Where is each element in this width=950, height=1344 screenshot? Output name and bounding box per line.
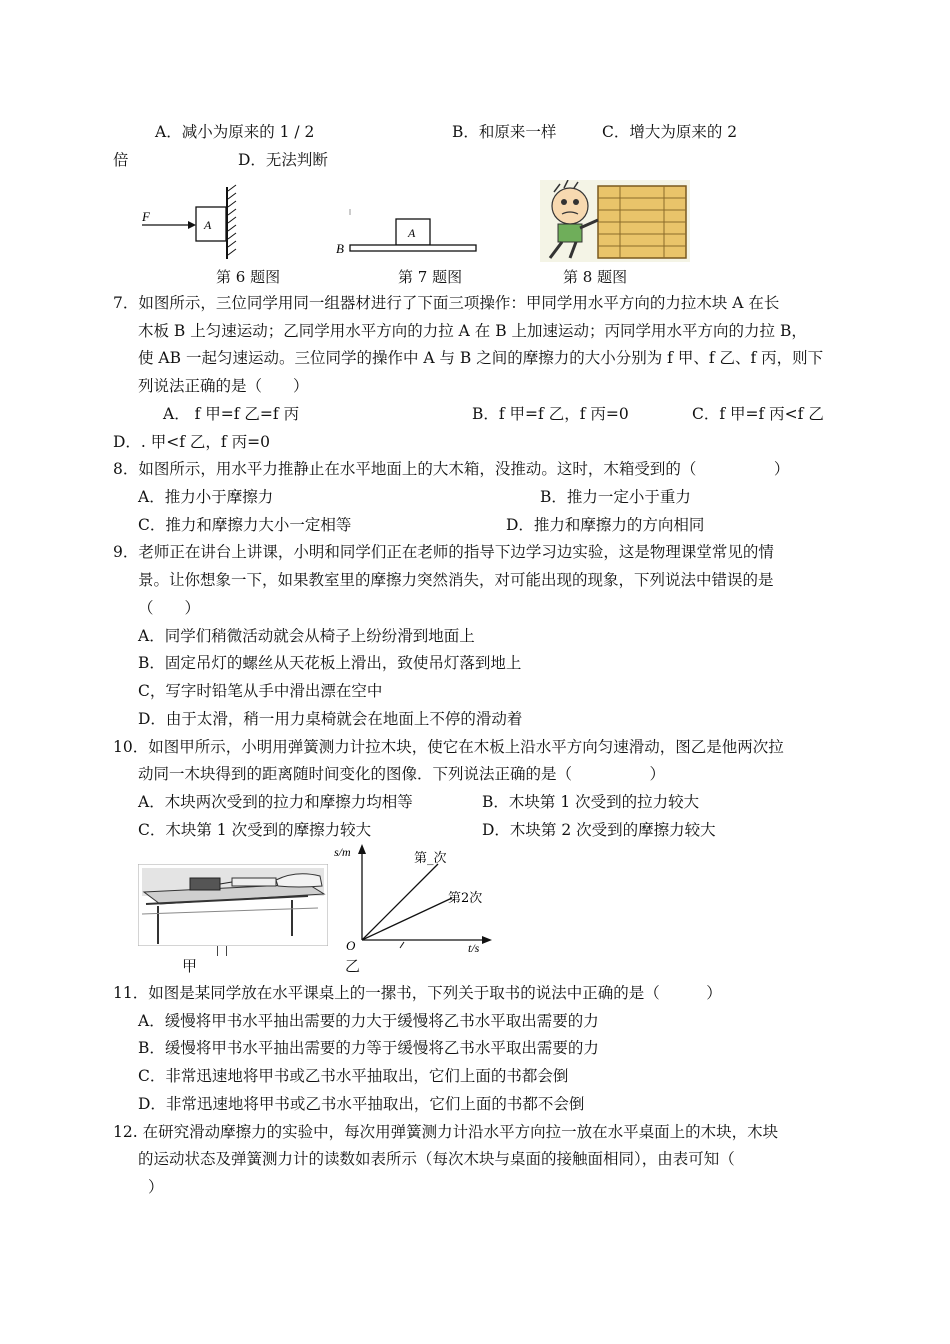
q9-option-a: A．同学们稍微活动就会从椅子上纷纷滑到地面上 [138, 627, 475, 645]
figure-6-diagram [140, 183, 250, 263]
figure-6-caption: 第 6 题图 [216, 268, 281, 286]
figure-7-diagram [330, 205, 480, 257]
q8-option-b: B．推力一定小于重力 [540, 488, 691, 506]
q9-stem-line-3: （ ） [138, 599, 201, 617]
graph-x-label: t/s [468, 941, 480, 955]
q12-stem-line-1: 12. 在研究滑动摩擦力的实验中，每次用弹簧测力计沿水平方向拉一放在水平桌面上的木块，木块 [113, 1123, 779, 1141]
q10-option-b: B．木块第 1 次受到的拉力较大 [482, 793, 700, 811]
figure-6-label-a: A [204, 218, 212, 232]
q7-stem-line-3: 使 AB 一起匀速运动。三位同学的操作中 A 与 B 之间的摩擦力的大小分别为 f 甲、f 乙、f 丙，则下 [138, 349, 824, 367]
q9-stem-line-1: 9．老师正在讲台上讲课，小明和同学们正在老师的指导下边学习边实验，这是物理课堂常见的情 [113, 543, 774, 561]
q10-option-c: C．木块第 1 次受到的摩擦力较大 [138, 821, 372, 839]
q11-option-a: A．缓慢将甲书水平抽出需要的力大于缓慢将乙书水平取出需要的力 [138, 1012, 599, 1030]
figure-8-caption: 第 8 题图 [563, 268, 628, 286]
q10-option-d: D．木块第 2 次受到的摩擦力较大 [482, 821, 716, 839]
figure-10-jia-photo [138, 864, 328, 946]
q7-option-c: C．f 甲=f 丙<f 乙 [692, 405, 824, 423]
q9-option-d: D．由于太滑，稍一用力桌椅就会在地面上不停的滑动着 [138, 710, 523, 728]
graph-y-label: s/m [334, 845, 351, 859]
q8-option-d: D．推力和摩擦力的方向相同 [506, 516, 705, 534]
q6-option-b: B．和原来一样 [452, 123, 557, 141]
q12-stem-line-2: 的运动状态及弹簧测力计的读数如表所示（每次木块与桌面的接触面相同），由表可知（ [138, 1150, 735, 1168]
q12-stem-line-3: ） [148, 1178, 164, 1196]
figure-6-label-f: F [142, 209, 150, 224]
q7-stem-line-2: 木板 B 上匀速运动；乙同学用水平方向的力拉 A 在 B 上加速运动；丙同学用水平方向的力拉 B， [138, 322, 807, 340]
q8-option-a: A．推力小于摩擦力 [138, 488, 274, 506]
graph-line-second [362, 898, 452, 940]
q9-option-b: B．固定吊灯的螺丝从天花板上滑出，致使吊灯落到地上 [138, 654, 522, 672]
q11-option-c: C．非常迅速地将甲书或乙书水平抽取出，它们上面的书都会倒 [138, 1067, 569, 1085]
figure-7-label-b: B [336, 241, 344, 256]
q10-stem-line-1: 10．如图甲所示，小明用弹簧测力计拉木块，使它在木板上沿水平方向匀速滑动，图乙是他两次拉 [113, 738, 784, 756]
figure-10-jia-caption: 甲 [182, 957, 198, 975]
q9-option-c: C，写字时铅笔从手中滑出漂在空中 [138, 682, 383, 700]
figure-10-yi-caption: 乙 [345, 957, 361, 975]
q8-stem: 8．如图所示，用水平力推静止在水平地面上的大木箱，没推动。这时，木箱受到的（ ） [113, 460, 790, 478]
figure-7-label-a: A [408, 226, 416, 240]
q9-stem-line-2: 景。让你想象一下，如果教室里的摩擦力突然消失，对可能出现的现象，下列说法中错误的是 [138, 571, 774, 589]
q7-option-b: B．f 甲=f 乙，f 丙=0 [472, 405, 629, 423]
figure-7-caption: 第 7 题图 [398, 268, 463, 286]
q6-option-a: A．减小为原来的 1 / 2 [155, 123, 315, 141]
graph-line-first-label: 第_次 [414, 851, 447, 866]
figure-10-yi-graph [328, 842, 498, 957]
q7-option-a: A． f 甲=f 乙=f 丙 [163, 405, 300, 423]
q11-option-d: D．非常迅速地将甲书或乙书水平抽取出，它们上面的书都不会倒 [138, 1095, 585, 1113]
q11-stem: 11．如图是某同学放在水平课桌上的一摞书，下列关于取书的说法中正确的是（ ） [113, 984, 722, 1002]
graph-line-first [362, 864, 438, 940]
q6-option-c: C．增大为原来的 2 [602, 123, 738, 141]
q11-option-b: B．缓慢将甲书水平抽出需要的力等于缓慢将乙书水平取出需要的力 [138, 1039, 599, 1057]
q10-option-a: A．木块两次受到的拉力和摩擦力均相等 [138, 793, 413, 811]
graph-origin-label: O [346, 938, 356, 953]
q6-option-c-continued: 倍 [113, 151, 129, 169]
figure-10-table-legs-fragment [217, 946, 227, 956]
graph-line-second-label: 第2次 [448, 891, 483, 906]
q7-stem-line-4: 列说法正确的是（ ） [138, 377, 309, 395]
q7-option-d: D．. 甲<f 乙，f 丙=0 [113, 433, 270, 451]
q6-option-d: D．无法判断 [238, 151, 328, 169]
q8-option-c: C．推力和摩擦力大小一定相等 [138, 516, 352, 534]
figure-8-illustration [540, 180, 690, 262]
q10-stem-line-2: 动同一木块得到的距离随时间变化的图像．下列说法正确的是（ ） [138, 765, 666, 783]
q7-stem-line-1: 7．如图所示，三位同学用同一组器材进行了下面三项操作：甲同学用水平方向的力拉木块 A 在长 [113, 294, 780, 312]
